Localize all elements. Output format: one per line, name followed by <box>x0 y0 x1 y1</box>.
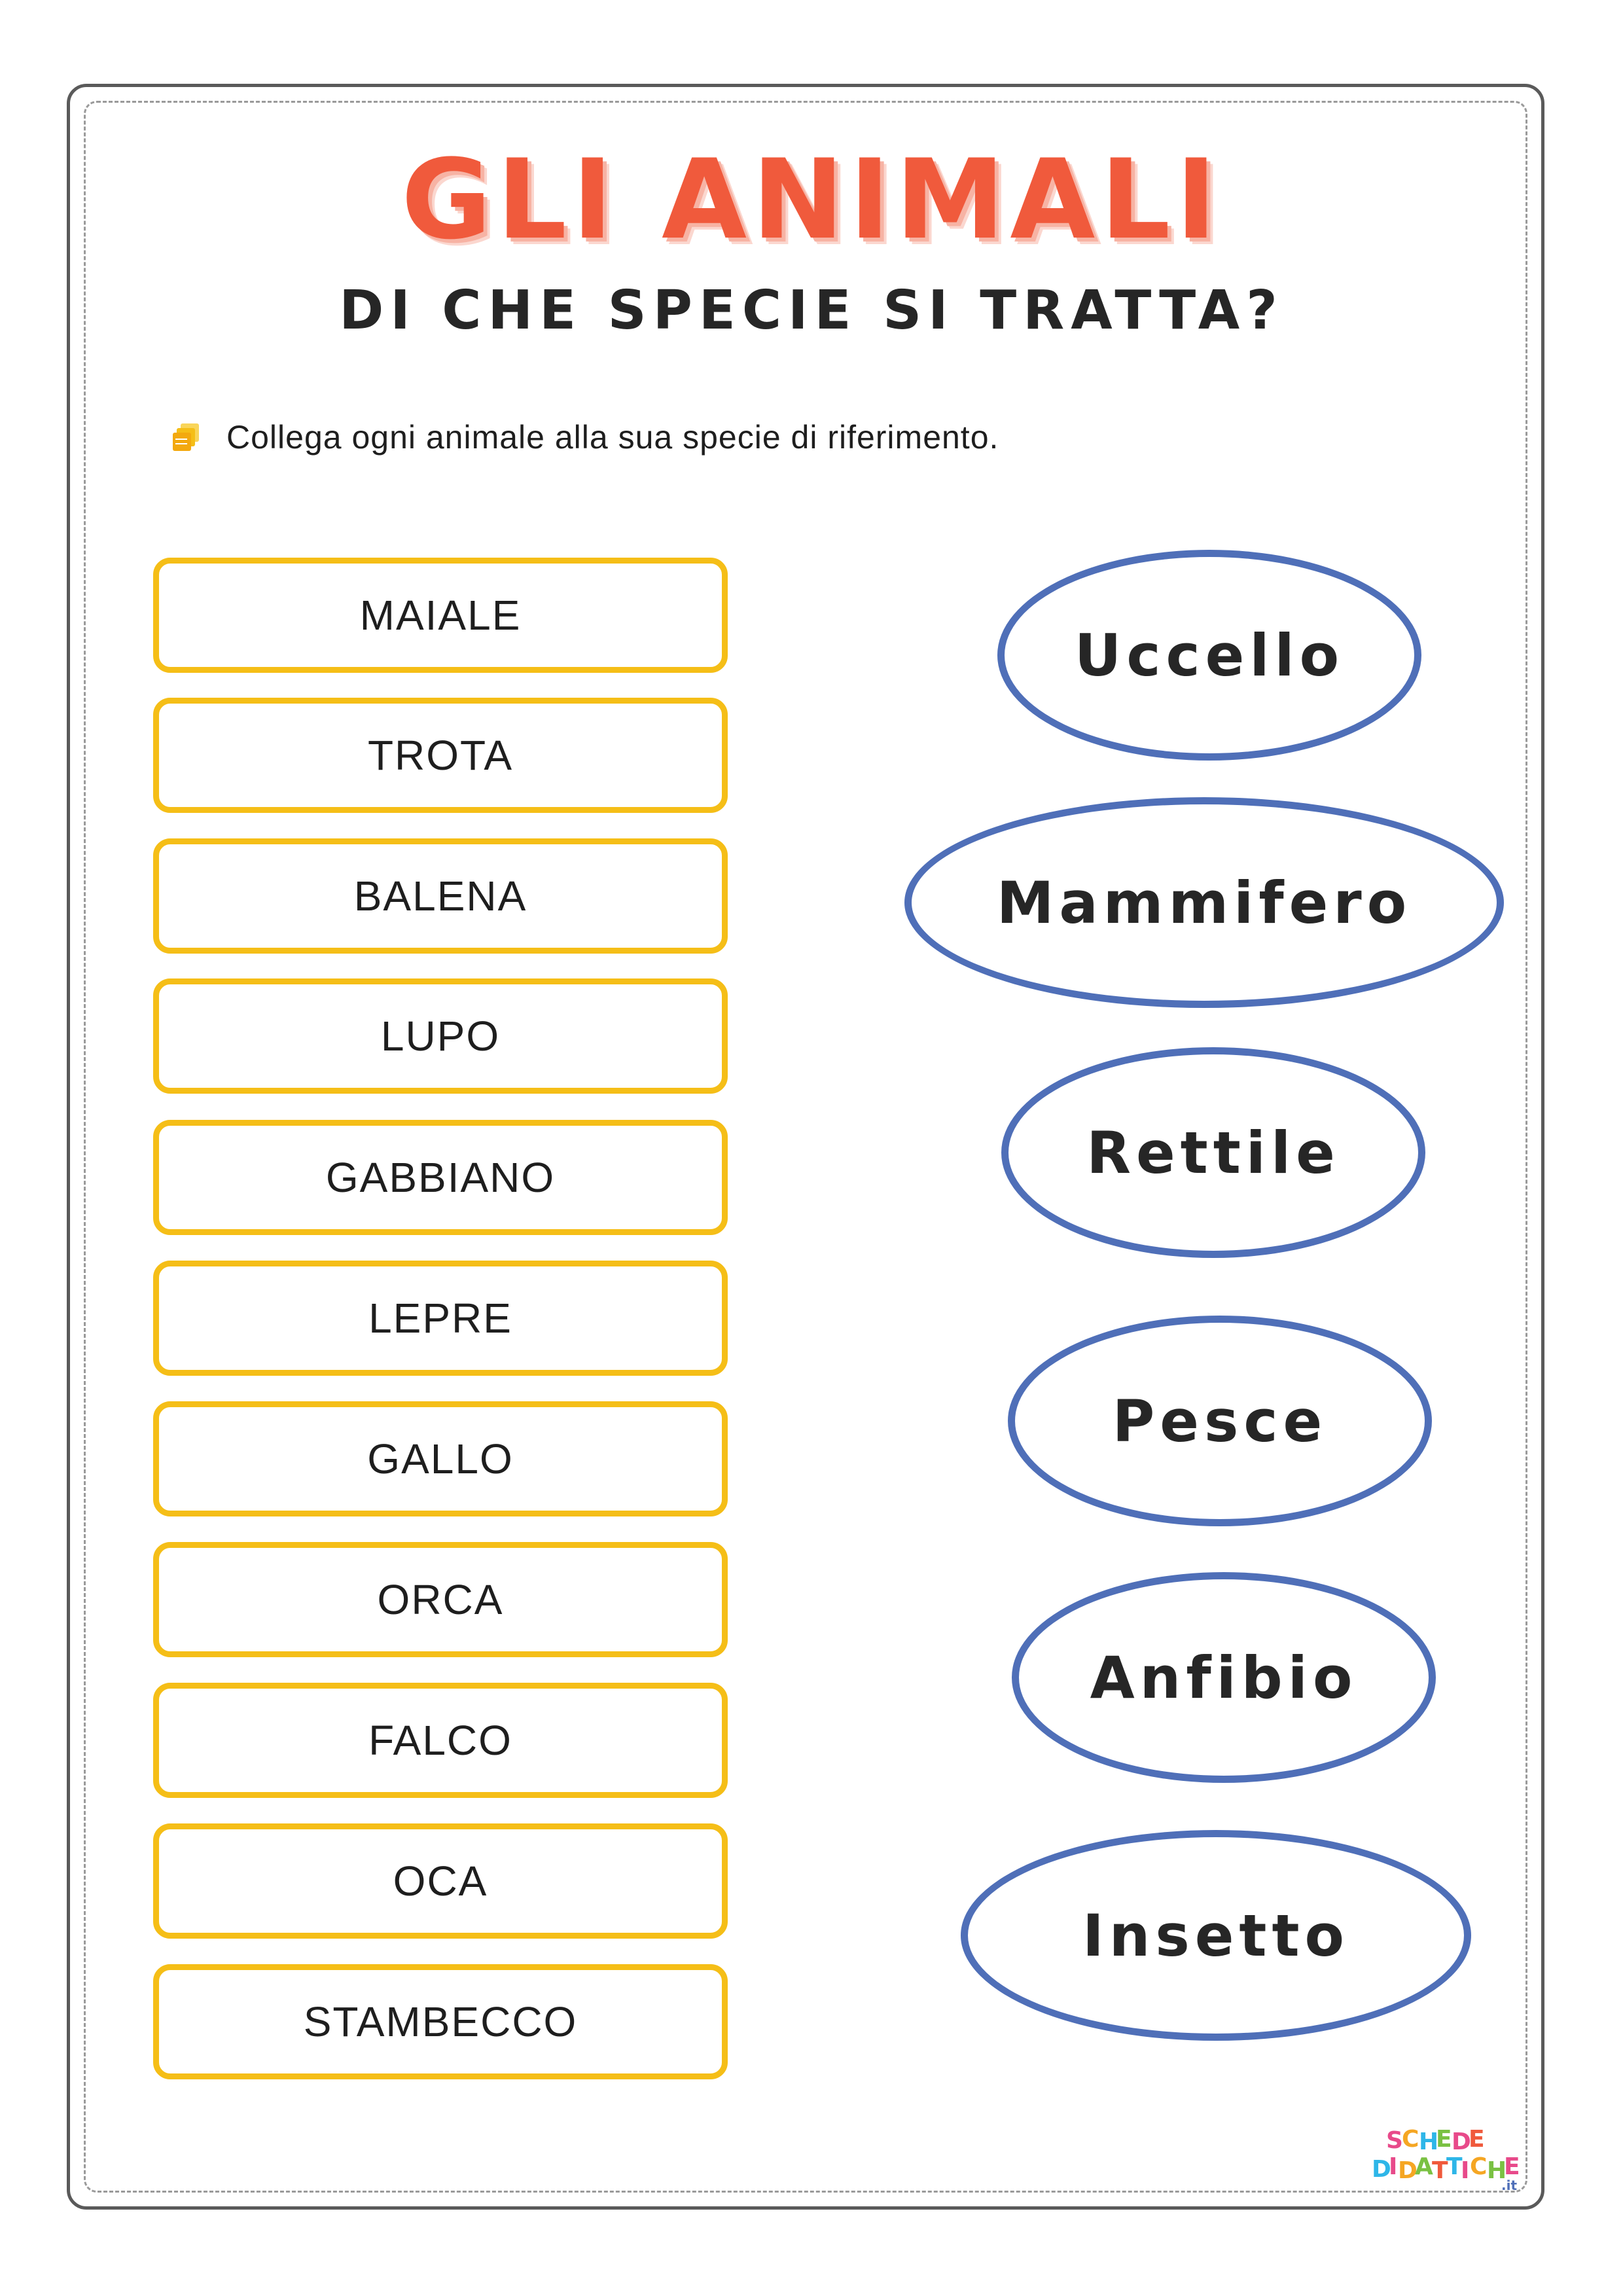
animal-box-trota[interactable]: TROTA <box>153 698 728 813</box>
animal-box-falco[interactable]: FALCO <box>153 1683 728 1798</box>
svg-text:S: S <box>1386 2127 1403 2154</box>
svg-text:C: C <box>1470 2153 1488 2180</box>
animal-box-gabbiano[interactable]: GABBIANO <box>153 1120 728 1235</box>
svg-text:I: I <box>1389 2153 1398 2180</box>
svg-text:D: D <box>1398 2157 1418 2184</box>
svg-text:T: T <box>1446 2153 1463 2180</box>
animal-box-balena[interactable]: BALENA <box>153 838 728 954</box>
species-ellipse-anfibio[interactable]: Anfibio <box>1012 1572 1436 1783</box>
page-title: GLI ANIMALI <box>401 135 1222 264</box>
svg-text:H: H <box>1419 2128 1439 2155</box>
svg-text:D: D <box>1452 2128 1471 2155</box>
svg-text:.it: .it <box>1501 2178 1518 2193</box>
svg-text:E: E <box>1436 2126 1452 2153</box>
species-ellipse-insetto[interactable]: Insetto <box>961 1830 1471 2041</box>
instruction <box>171 414 999 460</box>
sticky-notes-icon <box>171 422 202 452</box>
svg-text:C: C <box>1402 2126 1419 2153</box>
species-ellipse-rettile[interactable]: Rettile <box>1001 1047 1425 1258</box>
svg-text:I: I <box>1461 2157 1470 2184</box>
svg-text:A: A <box>1415 2153 1433 2180</box>
page-subtitle: DI CHE SPECIE SI TRATTA? <box>339 279 1284 342</box>
animal-box-lupo[interactable]: LUPO <box>153 978 728 1094</box>
species-ellipse-mammifero[interactable]: Mammifero <box>904 797 1504 1008</box>
svg-text:E: E <box>1504 2153 1520 2180</box>
animal-box-orca[interactable]: ORCA <box>153 1542 728 1657</box>
animal-box-lepre[interactable]: LEPRE <box>153 1261 728 1376</box>
svg-text:T: T <box>1432 2157 1448 2184</box>
species-ellipse-pesce[interactable]: Pesce <box>1008 1316 1432 1526</box>
animal-box-oca[interactable]: OCA <box>153 1823 728 1939</box>
animal-box-maiale[interactable]: MAIALE <box>153 558 728 673</box>
animal-box-gallo[interactable]: GALLO <box>153 1401 728 1516</box>
species-ellipse-uccello[interactable]: Uccello <box>997 550 1421 761</box>
svg-text:D: D <box>1372 2156 1391 2183</box>
svg-text:E: E <box>1469 2126 1485 2153</box>
instruction-text: Collega ogni animale alla sua specie di riferimento. <box>226 419 999 456</box>
animal-box-stambecco[interactable]: STAMBECCO <box>153 1964 728 2079</box>
svg-text:H: H <box>1487 2157 1507 2184</box>
schede-didattiche-logo <box>1368 2121 1531 2193</box>
